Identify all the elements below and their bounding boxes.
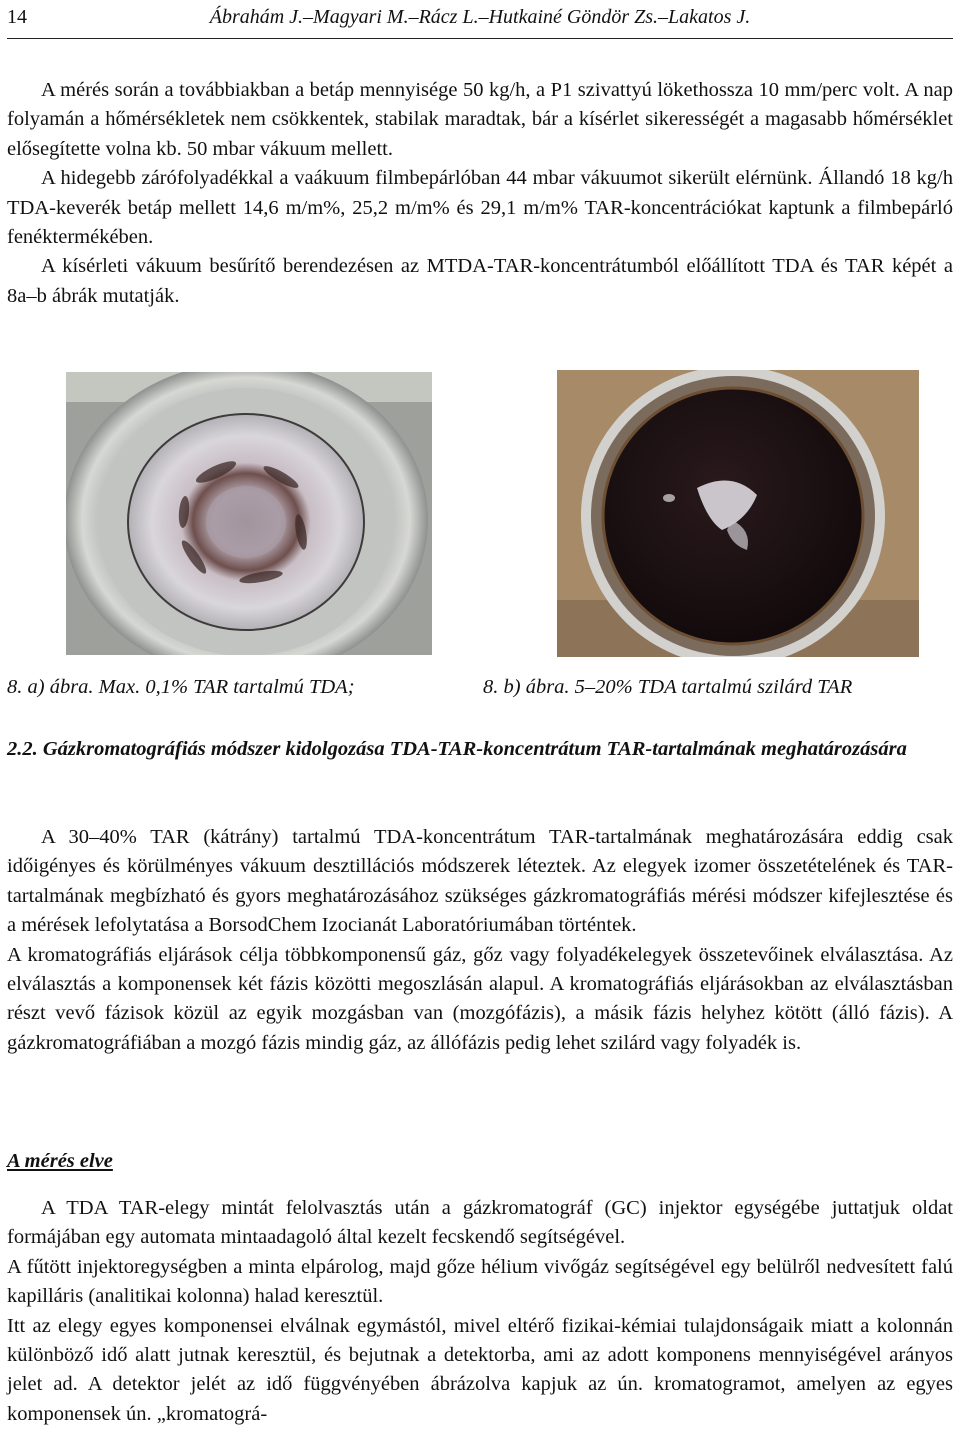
paragraph: A mérés során a továbbiakban a betáp mennyisége 50 kg/h, a P1 szivattyú lökethossza 10 mm/perc volt. A nap folyamán a hőmérsékletek nem csökkentek, stabilak maradtak, bár a kísérlet sikerességét a magasabb hőmérséklet elősegítette volna kb. 50 mbar vákuum mellett. [7, 79, 953, 160]
principle-body [7, 1194, 953, 1429]
figure-8a-photo [66, 372, 432, 655]
page-number: 14 [7, 6, 27, 28]
paragraph: A hidegebb zárófolyadékkal a vaákuum filmbepárlóban 44 mbar vákuumot sikerült elérnünk. Állandó 18 kg/h TDA-keverék betáp mellett 14,6 m/m%, 25,2 m/m% és 29,1 m/m% TAR-koncentrációkat kaptunk a filmbepárló fenéktermékében. [7, 167, 953, 249]
paragraph: A 30–40% TAR (kátrány) tartalmú TDA-koncentrátum TAR-tartalmának meghatározására eddig csak időigényes és körülményes vákuum desztillációs módszerek léteztek. Az elegyek izomer összetételének és TAR-tartalmának megbízható és gyors meghatározásához szükséges gázkromatográfiás mérési módszer kifejlesztése és a mérések lefolytatása a BorsodChem Izocianát Laboratóriumában történtek. [7, 826, 953, 937]
figure-8b-photo [557, 370, 919, 657]
paragraph: A fűtött injektoregységben a minta elpárolog, majd gőze hélium vivőgáz segítségével egy belülről nedvesített falú kapilláris (analitikai kolonna) halad keresztül. [7, 1255, 953, 1308]
section-body [7, 823, 953, 1058]
figure-8b-caption: 8. b) ábra. 5–20% TDA tartalmú szilárd TAR [483, 676, 853, 698]
paragraph: A kromatográfiás eljárások célja többkomponensű gáz, gőz vagy folyadékelegyek összetevőinek elválasztása. Az elválasztás a komponensek két fázis közötti megoszlásán alapul. A kromatográfiás eljárásokban az elválasztásban részt vevő fázisok közül az egyik mozgásban van (mozgófázis), a másik fázis helyhez kötött (álló fázis). A gázkromatográfiában a mozgó fázis mindig gáz, az állófázis pedig lehet szilárd vagy folyadék is. [7, 943, 953, 1054]
page-header [7, 4, 953, 39]
figure-captions [7, 676, 953, 706]
paragraph: A TDA TAR-elegy mintát felolvasztás után a gázkromatográf (GC) injektor egységébe juttatjuk oldat formájában egy automata mintaadagoló által kezelt fecskendő segítségével. [7, 1197, 953, 1249]
figure-8a-caption: 8. a) ábra. Max. 0,1% TAR tartalmú TDA; [7, 676, 355, 698]
section-heading: 2.2. Gázkromatográfiás módszer kidolgozása TDA-TAR-koncentrátum TAR-tartalmának meghatározására [7, 738, 907, 760]
intro-text [7, 76, 953, 311]
paragraph: A kísérleti vákuum besűrítő berendezésen az MTDA-TAR-koncentrátumból előállított TDA és TAR képét a 8a–b ábrák mutatják. [7, 255, 953, 307]
subsection-heading: A mérés elve [7, 1150, 113, 1172]
figure-row [7, 370, 953, 660]
paragraph: Itt az elegy egyes komponensei elválnak egymástól, mivel eltérő fizikai-kémiai tulajdonságaik miatt a kolonnán különböző idő alatt jutnak keresztül, és bejutnak a detektorba, ami az adott komponens mennyiségével arányos jelet ad. A detektor jelét az idő függvényében ábrázolva kapjuk az ún. kromatogramot, amelyen az egyes komponensek ún. „kromatográ- [7, 1314, 953, 1425]
running-head: Ábrahám J.–Magyari M.–Rácz L.–Hutkainé Göndör Zs.–Lakatos J. [209, 6, 751, 28]
